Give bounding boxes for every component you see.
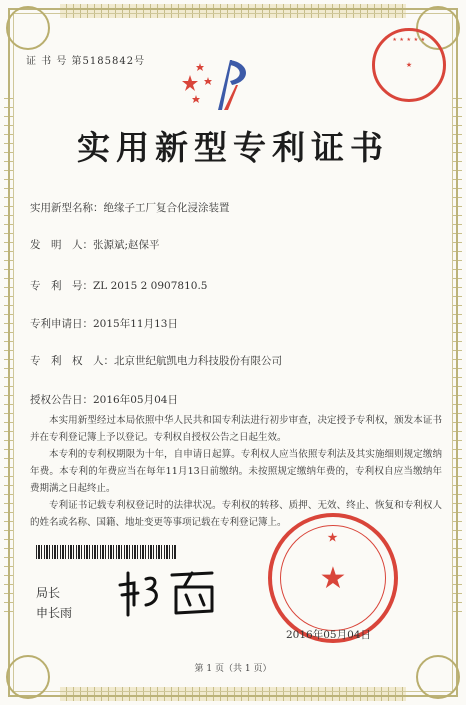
body-paragraph: 专利证书记载专利权登记时的法律状况。专利权的转移、质押、无效、终止、恢复和专利权人的姓名或名称、国籍、地址变更等事项记载在专利登记簿上。 (30, 500, 442, 528)
field-label: 专 利 权 人： (30, 355, 114, 367)
field-patent-number (30, 278, 207, 293)
field-value: 2016年05月04日 (93, 394, 178, 406)
field-label: 专利申请日： (30, 318, 93, 330)
field-label: 专 利 号： (30, 280, 93, 292)
field-value: ZL 2015 2 0907810.5 (93, 280, 208, 292)
field-label: 实用新型名称： (30, 202, 104, 214)
field-utility-model-name (30, 200, 230, 215)
barcode (36, 545, 176, 559)
corner-ornament (6, 6, 50, 50)
field-value: 绝缘子工厂复合化浸涂装置 (103, 202, 230, 214)
field-inventor (30, 237, 160, 252)
field-patentee (30, 353, 282, 368)
certificate-number: 证 书 号 第5185842号 (26, 56, 146, 67)
certificate-body (30, 412, 442, 531)
issue-date: 2016年05月04日 (286, 629, 371, 641)
official-seal-large: ★ ★ (268, 513, 398, 643)
star-icon: ★ (319, 561, 347, 596)
director-title: 局长 (36, 586, 61, 600)
certificate-title: 实用新型专利证书 (77, 128, 389, 167)
body-paragraph: 本专利的专利权期限为十年，自申请日起算。专利权人应当依照专利法及其实施细则规定缴纳年费。本专利的年费应当在每年11月13日前缴纳。未按照规定缴纳年费的，专利权自应当缴纳年费期满之日起终止。 (30, 449, 442, 494)
field-value: 北京世纪航凯电力科技股份有限公司 (114, 355, 282, 367)
page-footer: 第 1 页（共 1 页） (194, 664, 272, 674)
field-value: 2015年11月13日 (93, 318, 178, 330)
director-name: 申长雨 (36, 606, 73, 620)
field-label: 发 明 人： (30, 239, 93, 251)
director-signature (112, 565, 222, 620)
patent-office-emblem-icon (180, 55, 260, 115)
official-seal-small: ★ ★ ★ ★ ★ ★ (372, 28, 446, 102)
field-grant-date (30, 392, 178, 407)
field-label: 授权公告日： (30, 394, 93, 406)
field-value: 张源斌;赵保平 (93, 239, 160, 251)
body-paragraph: 本实用新型经过本局依照中华人民共和国专利法进行初步审查，决定授予专利权，颁发本证书并在专利登记簿上予以登记。专利权自授权公告之日起生效。 (30, 415, 442, 443)
field-application-date (30, 316, 178, 331)
